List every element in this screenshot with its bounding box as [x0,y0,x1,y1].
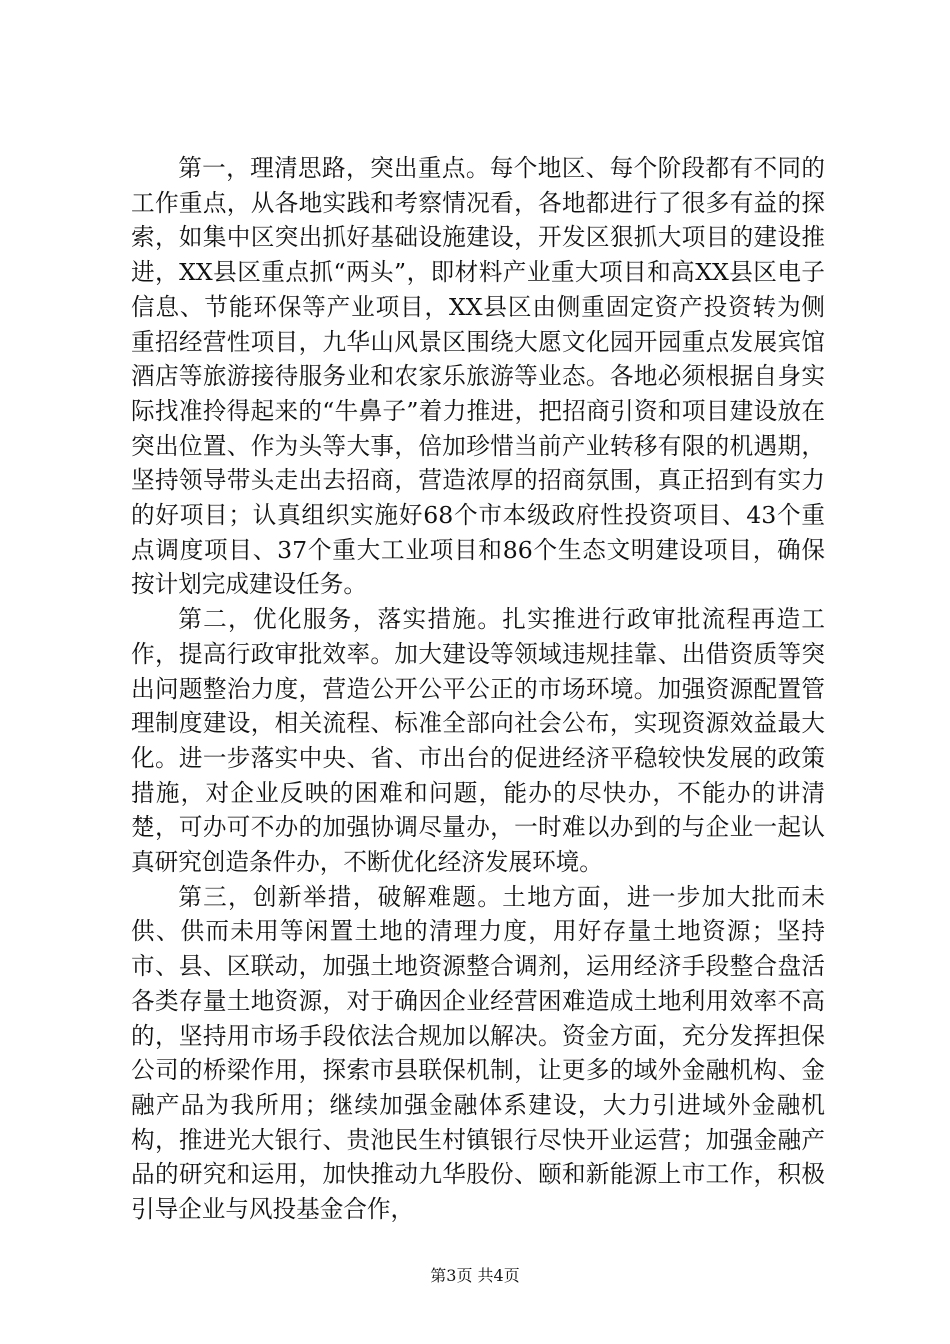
paragraph-2: 第二，优化服务，落实措施。扎实推进行政审批流程再造工作，提高行政审批效率。加大建设等领域违规挂靠、出借资质等突出问题整治力度，营造公开公平公正的市场环境。加强资源配置管理制度建设，相关流程、标准全部向社会公布，实现资源效益最大化。进一步落实中央、省、市出台的促进经济平稳较快发展的政策措施，对企业反映的困难和问题，能办的尽快办，不能办的讲清楚，可办可不办的加强协调尽量办，一时难以办到的与企业一起认真研究创造条件办，不断优化经济发展环境。 [131,605,825,877]
document-body [131,151,825,1227]
paragraph-1: 第一，理清思路，突出重点。每个地区、每个阶段都有不同的工作重点，从各地实践和考察情况看，各地都进行了很多有益的探索，如集中区突出抓好基础设施建设，开发区狠抓大项目的建设推进，XX县区重点抓“两头”，即材料产业重大项目和高XX县区电子信息、节能环保等产业项目，XX县区由侧重固定资产投资转为侧重招经营性项目，九华山风景区围绕大愿文化园开园重点发展宾馆酒店等旅游接待服务业和农家乐旅游等业态。各地必须根据自身实际找准拎得起来的“牛鼻子”着力推进，把招商引资和项目建设放在突出位置、作为头等大事，倍加珍惜当前产业转移有限的机遇期，坚持领导带头走出去招商，营造浓厚的招商氛围，真正招到有实力的好项目；认真组织实施好68个市本级政府性投资项目、43个重点调度项目、37个重大工业项目和86个生态文明建设项目，确保按计划完成建设任务。 [131,154,825,599]
page-footer: 第3页 共4页 [430,1266,520,1285]
paragraph-3: 第三，创新举措，破解难题。土地方面，进一步加大批而未供、供而未用等闲置土地的清理力度，用好存量土地资源；坚持市、县、区联动，加强土地资源整合调剂，运用经济手段整合盘活各类存量土地资源，对于确因企业经营困难造成土地利用效率不高的，坚持用市场手段依法合规加以解决。资金方面，充分发挥担保公司的桥梁作用，探索市县联保机制，让更多的域外金融机构、金融产品为我所用；继续加强金融体系建设，大力引进域外金融机构，推进光大银行、贵池民生村镇银行尽快开业运营；加强金融产品的研究和运用，加快推动九华股份、颐和新能源上市工作，积极引导企业与风投基金合作， [131,882,825,1224]
